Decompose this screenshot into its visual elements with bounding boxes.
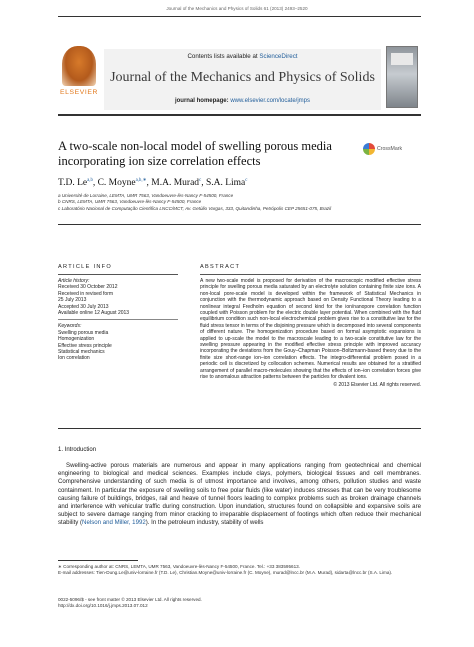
crossmark-label: CrossMark	[377, 146, 403, 152]
article-info	[58, 264, 178, 362]
journal-homepage	[104, 98, 381, 104]
intro-text-part1: Swelling-active porous materials are numerous and appear in many applications ranging from geotechnical and chemical engineering to biological and medical sciences. Examples include clays, polymers, biological tissues and cell membranes. Comprehensive understanding of such media is of utmost importance and involves, among others, pollution studies and waste containment. In particular the exposure of swelling soils to free polar fluids (like water) induces stresses that can be very troublesome causing failure of buildings, bridges, rail and heave of tunnel floors leading to complex problems such as broken drainage channels and interference with vehicular traffic during construction. Upon inundation, structures found on collapsible and expansive soils are subject to severe damage ranging from minor cracking to irreparable displacement of footings which often reduce their mechanical stability (	[58, 462, 421, 527]
contents-prefix: Contents lists available at	[187, 53, 260, 60]
abstract-bottom-rule	[58, 428, 421, 429]
abstract-heading: ABSTRACT	[200, 264, 241, 270]
article-title: A two-scale non-local model of swelling porous media incorporating ion size correlation effects	[58, 139, 332, 168]
author-name[interactable]: M.A. Murad	[151, 178, 200, 189]
history-4: Available online 12 August 2013	[58, 310, 130, 317]
keywords-label: Keywords:	[58, 323, 82, 330]
sciencedirect-link[interactable]: ScienceDirect	[259, 53, 298, 60]
issn-line: 0022-5096/$ - see front matter © 2013 Elsevier Ltd. All rights reserved.	[58, 597, 202, 602]
history-2: 25 July 2013	[58, 297, 87, 304]
article-identifiers	[58, 597, 421, 609]
author-affiliation-marker[interactable]: a,b	[87, 178, 93, 183]
homepage-link[interactable]: www.elsevier.com/locate/jmps	[230, 98, 311, 104]
header-bottom-rule	[58, 114, 421, 116]
doi-link[interactable]: http://dx.doi.org/10.1016/j.jmps.2013.07.012	[58, 603, 148, 609]
abstract-copyright: © 2013 Elsevier Ltd. All rights reserved.	[333, 381, 421, 388]
elsevier-wordmark: ELSEVIER	[59, 89, 99, 96]
affiliation-b: b CNRS, LEMTA, UMR 7563, Vandoeuvre-lès-Nancy F-54500, France	[58, 199, 202, 205]
keyword-0: Swelling porous media	[58, 329, 109, 336]
affiliations	[58, 193, 428, 212]
author-affiliation-marker[interactable]: c	[245, 178, 248, 183]
corresponding-author-note: ∗ Corresponding author at: CNRS, LEMTA, UMR 7563, Vandoeuvre-lès-Nancy F-54500, France. Tel.: +33 383595613.	[58, 564, 300, 569]
author-name[interactable]: T.D. Le	[58, 178, 88, 189]
keyword-2: Effective stress principle	[58, 342, 112, 349]
article-info-heading: ARTICLE INFO	[58, 264, 113, 270]
history-1: Received in revised form	[58, 290, 114, 297]
journal-cover-image	[386, 46, 418, 108]
homepage-label: journal homepage:	[174, 98, 231, 104]
email-addresses[interactable]: E-mail addresses: Tien-Dung.Le@univ-lorraine.fr (T.D. Le), Christian.Moyne@univ-lorraine.fr (C. Moyne), murad@lncc.br (M.A. Murad), sidarta@lncc.br (S.A. Lima).	[58, 570, 393, 576]
author-name[interactable]: C. Moyne	[97, 178, 136, 189]
intro-text-part2: ). In the petroleum industry, stability of wells	[145, 519, 264, 527]
section-heading-introduction: 1. Introduction	[58, 447, 97, 453]
elsevier-logo	[58, 46, 100, 98]
introduction-paragraph	[58, 462, 421, 528]
contents-line	[104, 53, 381, 60]
journal-reference: Journal of the Mechanics and Physics of Solids 61 (2013) 2493–2520	[166, 6, 308, 11]
keyword-3: Statistical mechanics	[58, 349, 105, 356]
crossmark-icon	[363, 143, 375, 155]
history-3: Accepted 30 July 2013	[58, 303, 109, 310]
header-top-rule	[58, 16, 421, 17]
affiliation-a: a Université de Lorraine, LEMTA, UMR 7563, Vandoeuvre-lès-Nancy F-54500, France	[58, 193, 234, 198]
elsevier-tree-icon	[62, 46, 96, 86]
journal-title: Journal of the Mechanics and Physics of Solids	[110, 70, 375, 85]
abstract-text: A new two-scale model is proposed for derivation of the macroscopic modified effective stress principle for swelling porous media saturated by an electrolyte solution containing finite size ions. A non-local pore-scale model is developed within the framework of Statistical Mechanics in conjunction with the thermodynamic approach based on Density Functional Theory leading to a nonlinear integral Fredholm equation of second kind for the ion/nanopore correlation function coupled with Poisson problem for the electric double layer potential. When combined with the fluid equilibrium condition such non-local electrochemical problem gives rise to a constitutive law for the fluid stress tensor in terms of the disjoining pressure which is decomposed into several components of different nature. The homogenization procedure based on formal asymptotic expansions is applied to up-scale the model to the macroscale leading to a two-scale constitutive law for the swelling pressure appearing in the modified effective stress principle with improved accuracy incorporating the deviations from the Gouy–Chapman Poisson–Boltzmann-based theory due to the finite size short-range ion–ion correlation effects. The integro-differential problem posed in a periodic cell is discretized by collocation schemes. Numerical results are obtained for a stratified arrangement of parallel macro-molecules showing that the effects of ion–ion correlation forces give rise to anomalous attraction patterns between the particles for divalent ions.	[200, 278, 421, 381]
author-affiliation-marker[interactable]: c	[199, 178, 202, 183]
crossmark-badge[interactable]	[363, 143, 423, 157]
affiliation-c: c Laboratório Nacional de Computação Científica LNCC/MCT, Av. Getúlio Vargas, 333, Quitandinha, Petrópolis CEP 25651-075, Brazil	[58, 205, 332, 211]
author-name[interactable]: S.A. Lima	[205, 178, 246, 189]
author-affiliation-marker[interactable]: a,b,∗	[135, 178, 147, 183]
keyword-1: Homogenization	[58, 336, 95, 343]
history-label: Article history:	[58, 278, 90, 284]
history-0: Received 30 October 2012	[58, 284, 118, 291]
keyword-4: Ion correlation	[58, 355, 90, 362]
title-section-rule	[58, 224, 421, 225]
author-list: T.D. Le$^{a,b}$, C. Moyne$^{a,b,∗}$, M.A. Murad$^c$, S.A. Lima$^c$	[58, 178, 248, 189]
abstract	[200, 264, 421, 388]
citation-link[interactable]: Nelson and Miller, 1992	[82, 519, 146, 527]
footnote-rule	[58, 560, 138, 561]
footnotes	[58, 564, 421, 576]
